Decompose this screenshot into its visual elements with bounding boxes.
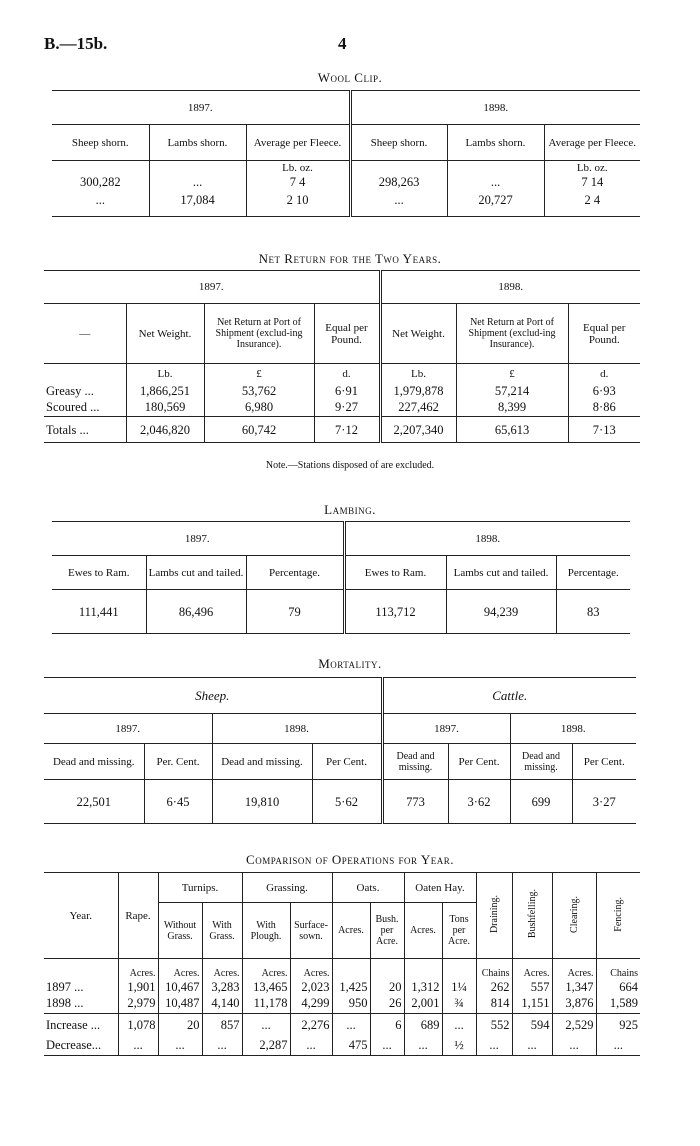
table-cell: 857 xyxy=(202,1014,242,1036)
table-cell: 2 4 xyxy=(544,189,640,211)
table-cell: 557 xyxy=(512,980,552,994)
table-cell: 1,425 xyxy=(332,980,370,994)
col-header: Per Cent. xyxy=(448,744,510,780)
rape-column-header: Rape. xyxy=(118,873,158,959)
row-label: Greasy ... xyxy=(46,383,94,398)
table-cell: 1,589 xyxy=(596,994,640,1014)
table-cell: 1,979,878 xyxy=(380,384,456,398)
oats-header: Oats. xyxy=(332,873,404,903)
table-cell: 950 xyxy=(332,994,370,1014)
table-cell: 6,980 xyxy=(204,398,314,417)
table-cell: 2,979 xyxy=(118,994,158,1014)
table-cell: 111,441 xyxy=(78,604,119,619)
table-cell: 300,282 xyxy=(79,174,121,189)
table-cell: ... xyxy=(202,1036,242,1056)
lambing-title: Lambing. xyxy=(324,502,376,517)
table-cell: 7·13 xyxy=(568,417,640,443)
table-cell: ... xyxy=(350,189,447,211)
unit-label: Acres. xyxy=(290,967,332,980)
table-cell: 6·93 xyxy=(568,384,640,398)
unit-label: d. xyxy=(568,364,640,384)
unit-label: Lb. oz. xyxy=(246,161,350,175)
table-cell: ... xyxy=(95,192,105,207)
net-year-1898: 1898. xyxy=(380,271,640,304)
sub-header: Surface-sown. xyxy=(290,903,332,959)
sub-header: Tons per Acre. xyxy=(442,903,476,959)
year-heading: 1897. xyxy=(115,722,141,735)
draining-header xyxy=(476,873,512,959)
col-header: Dead and missing. xyxy=(212,744,312,780)
table-cell: 594 xyxy=(512,1014,552,1036)
table-cell: ... xyxy=(447,175,544,189)
table-cell: 6 xyxy=(370,1014,404,1036)
table-cell: 5·62 xyxy=(312,780,382,824)
row-label: 1897 ... xyxy=(46,979,84,994)
table-cell: 925 xyxy=(596,1014,640,1036)
sub-header: Without Grass. xyxy=(158,903,202,959)
unit-label: £ xyxy=(204,364,314,384)
turnips-header: Turnips. xyxy=(158,873,242,903)
table-cell: 4,140 xyxy=(202,994,242,1014)
table-cell: 8·86 xyxy=(568,398,640,417)
table-cell: ... xyxy=(242,1014,290,1036)
sub-header: With Grass. xyxy=(202,903,242,959)
sub-header: Acres. xyxy=(404,903,442,959)
table-cell: 26 xyxy=(370,994,404,1014)
table-cell: 773 xyxy=(382,780,448,824)
net-year-1897: 1897. xyxy=(198,281,224,293)
row-label: 1898 ... xyxy=(46,996,84,1011)
col-header: Sheep shorn. xyxy=(350,125,447,161)
table-cell: 1,151 xyxy=(512,994,552,1014)
col-header: Net Return at Port of Shipment (exclud-ing Insurance). xyxy=(456,304,568,364)
table-cell: 20 xyxy=(158,1014,202,1036)
table-cell: ... xyxy=(158,1036,202,1056)
fencing-header xyxy=(596,873,640,959)
table-cell: 664 xyxy=(596,980,640,994)
table-cell: 2,529 xyxy=(552,1014,596,1036)
table-cell: 3,283 xyxy=(202,980,242,994)
fencing-label: Fencing. xyxy=(612,896,624,932)
sheep-heading: Sheep. xyxy=(195,687,230,703)
table-cell: ... xyxy=(332,1014,370,1036)
unit-label: Acres. xyxy=(512,967,552,980)
year-heading: 1897. xyxy=(382,714,510,744)
unit-label: Lb. xyxy=(380,364,456,384)
table-cell: 298,263 xyxy=(350,175,447,189)
table-cell: 1,866,251 xyxy=(126,384,204,398)
col-header: Percentage. xyxy=(246,556,344,590)
table-cell: 4,299 xyxy=(290,994,332,1014)
table-cell: ... xyxy=(512,1036,552,1056)
table-cell: ... xyxy=(442,1014,476,1036)
table-cell: ¾ xyxy=(442,994,476,1014)
totals-label: Totals ... xyxy=(46,422,89,437)
table-cell: 2,276 xyxy=(290,1014,332,1036)
col-header: Per Cent. xyxy=(312,744,382,780)
table-cell: 17,084 xyxy=(149,189,246,211)
table-cell: 113,712 xyxy=(344,590,446,634)
table-cell: 7·12 xyxy=(314,417,380,443)
col-header: Average per Fleece. xyxy=(246,125,350,161)
table-cell: 2,207,340 xyxy=(380,417,456,443)
table-cell: 699 xyxy=(510,780,572,824)
table-cell: 3·62 xyxy=(448,780,510,824)
table-cell: 94,239 xyxy=(446,590,556,634)
bushfelling-label: Bushfelling. xyxy=(526,889,538,939)
unit-label: Acres. xyxy=(118,967,158,980)
table-cell: 83 xyxy=(556,590,630,634)
draining-label: Draining. xyxy=(488,894,500,934)
clearing-label: Clearing. xyxy=(568,895,580,933)
year-heading: 1898. xyxy=(510,714,636,744)
grassing-header: Grassing. xyxy=(242,873,332,903)
unit-label: Lb. xyxy=(126,364,204,384)
wool-clip-title: Wool Clip. xyxy=(317,70,383,85)
table-cell: 6·91 xyxy=(314,384,380,398)
col-header: Dead and missing. xyxy=(382,744,448,780)
document-code: B.—15b. xyxy=(44,34,108,53)
col-header: Per Cent. xyxy=(572,744,636,780)
table-cell: 475 xyxy=(332,1036,370,1056)
table-cell: 1,901 xyxy=(118,980,158,994)
table-cell: 57,214 xyxy=(456,384,568,398)
col-header: Dead and missing. xyxy=(52,755,135,768)
table-cell: 1,312 xyxy=(404,980,442,994)
table-cell: 814 xyxy=(476,994,512,1014)
table-cell: 689 xyxy=(404,1014,442,1036)
table-cell: ... xyxy=(370,1036,404,1056)
wool-year-1897: 1897. xyxy=(187,101,213,114)
table-cell: 65,613 xyxy=(456,417,568,443)
table-cell: 20 xyxy=(370,980,404,994)
table-cell: 11,178 xyxy=(242,994,290,1014)
table-cell: ... xyxy=(552,1036,596,1056)
table-cell: 7 4 xyxy=(246,175,350,189)
mortality-table xyxy=(44,677,636,824)
table-cell: 19,810 xyxy=(212,780,312,824)
unit-label: Chains xyxy=(476,967,512,980)
table-cell: 20,727 xyxy=(447,189,544,211)
unit-label: Lb. oz. xyxy=(544,161,640,175)
page-number: 4 xyxy=(338,34,347,53)
net-return-table xyxy=(44,270,640,443)
table-cell: 2,287 xyxy=(242,1036,290,1056)
unit-label: Acres. xyxy=(242,967,290,980)
col-header: Lambs cut and tailed. xyxy=(146,556,246,590)
operations-title: Comparison of Operations for Year. xyxy=(246,852,454,867)
unit-label: Acres. xyxy=(552,967,596,980)
col-header: Equal per Pound. xyxy=(568,304,640,364)
table-cell: 2,001 xyxy=(404,994,442,1014)
lambing-year-1898: 1898. xyxy=(344,522,630,556)
table-cell: 6·45 xyxy=(144,780,212,824)
sub-header: Bush. per Acre. xyxy=(370,903,404,959)
clearing-header xyxy=(552,873,596,959)
col-header: Dead and missing. xyxy=(510,744,572,780)
wool-year-1898: 1898. xyxy=(350,91,640,125)
table-cell: 180,569 xyxy=(126,398,204,417)
table-cell: 227,462 xyxy=(380,398,456,417)
table-cell: 86,496 xyxy=(146,590,246,634)
operations-table xyxy=(44,872,640,1056)
unit-label: £ xyxy=(456,364,568,384)
table-cell: 7 14 xyxy=(544,175,640,189)
cattle-heading: Cattle. xyxy=(382,678,636,714)
col-header: Per. Cent. xyxy=(144,744,212,780)
table-cell: 79 xyxy=(246,590,344,634)
table-cell: ... xyxy=(596,1036,640,1056)
col-header: Lambs cut and tailed. xyxy=(446,556,556,590)
col-header: Lambs shorn. xyxy=(447,125,544,161)
unit-label: Chains xyxy=(596,967,640,980)
table-cell: 2 10 xyxy=(246,189,350,211)
sub-header: Acres. xyxy=(332,903,370,959)
table-cell: 53,762 xyxy=(204,384,314,398)
unit-label: Acres. xyxy=(202,967,242,980)
table-cell: ½ xyxy=(442,1036,476,1056)
table-cell: 1,078 xyxy=(118,1014,158,1036)
col-header: Equal per Pound. xyxy=(314,304,380,364)
row-label: Increase ... xyxy=(46,1017,101,1032)
net-return-title: Net Return for the Two Years. xyxy=(258,251,442,266)
col-header: Ewes to Ram. xyxy=(344,556,446,590)
col-header: Net Return at Port of Shipment (exclud-ing Insurance). xyxy=(204,304,314,364)
year-column-header: Year. xyxy=(69,909,92,922)
unit-label: Acres. xyxy=(158,967,202,980)
col-header: Net Weight. xyxy=(126,304,204,364)
sub-header: With Plough. xyxy=(242,903,290,959)
lambing-table xyxy=(52,521,630,634)
table-cell: 3·27 xyxy=(572,780,636,824)
table-cell: 552 xyxy=(476,1014,512,1036)
year-heading: 1898. xyxy=(212,714,382,744)
col-header: Lambs shorn. xyxy=(149,125,246,161)
col-header: Average per Fleece. xyxy=(544,125,640,161)
wool-clip-table xyxy=(52,90,640,217)
table-cell: ... xyxy=(290,1036,332,1056)
table-cell: 10,467 xyxy=(158,980,202,994)
lambing-year-1897: 1897. xyxy=(184,532,210,545)
table-cell: 2,046,820 xyxy=(126,417,204,443)
mortality-title: Mortality. xyxy=(318,656,382,671)
bushfelling-header xyxy=(512,873,552,959)
table-cell: 2,023 xyxy=(290,980,332,994)
row-label: Scoured ... xyxy=(46,399,100,414)
col-header: Sheep shorn. xyxy=(71,136,129,149)
dash-cell: — xyxy=(79,327,91,340)
table-cell: 9·27 xyxy=(314,398,380,417)
table-cell: 1,347 xyxy=(552,980,596,994)
table-cell: 262 xyxy=(476,980,512,994)
table-cell: 3,876 xyxy=(552,994,596,1014)
net-return-note: Note.—Stations disposed of are excluded. xyxy=(265,460,435,471)
table-cell: 13,465 xyxy=(242,980,290,994)
table-cell: 8,399 xyxy=(456,398,568,417)
table-cell: 60,742 xyxy=(204,417,314,443)
table-cell: ... xyxy=(476,1036,512,1056)
col-header: Net Weight. xyxy=(380,304,456,364)
col-header: Percentage. xyxy=(556,556,630,590)
table-cell: 1¼ xyxy=(442,980,476,994)
table-cell: ... xyxy=(118,1036,158,1056)
table-cell: ... xyxy=(404,1036,442,1056)
table-cell: 22,501 xyxy=(76,794,111,809)
table-cell: ... xyxy=(149,175,246,189)
unit-label: d. xyxy=(314,364,380,384)
table-cell: 10,487 xyxy=(158,994,202,1014)
row-label: Decrease... xyxy=(46,1038,102,1053)
col-header: Ewes to Ram. xyxy=(68,566,130,579)
oaten-hay-header: Oaten Hay. xyxy=(404,873,476,903)
